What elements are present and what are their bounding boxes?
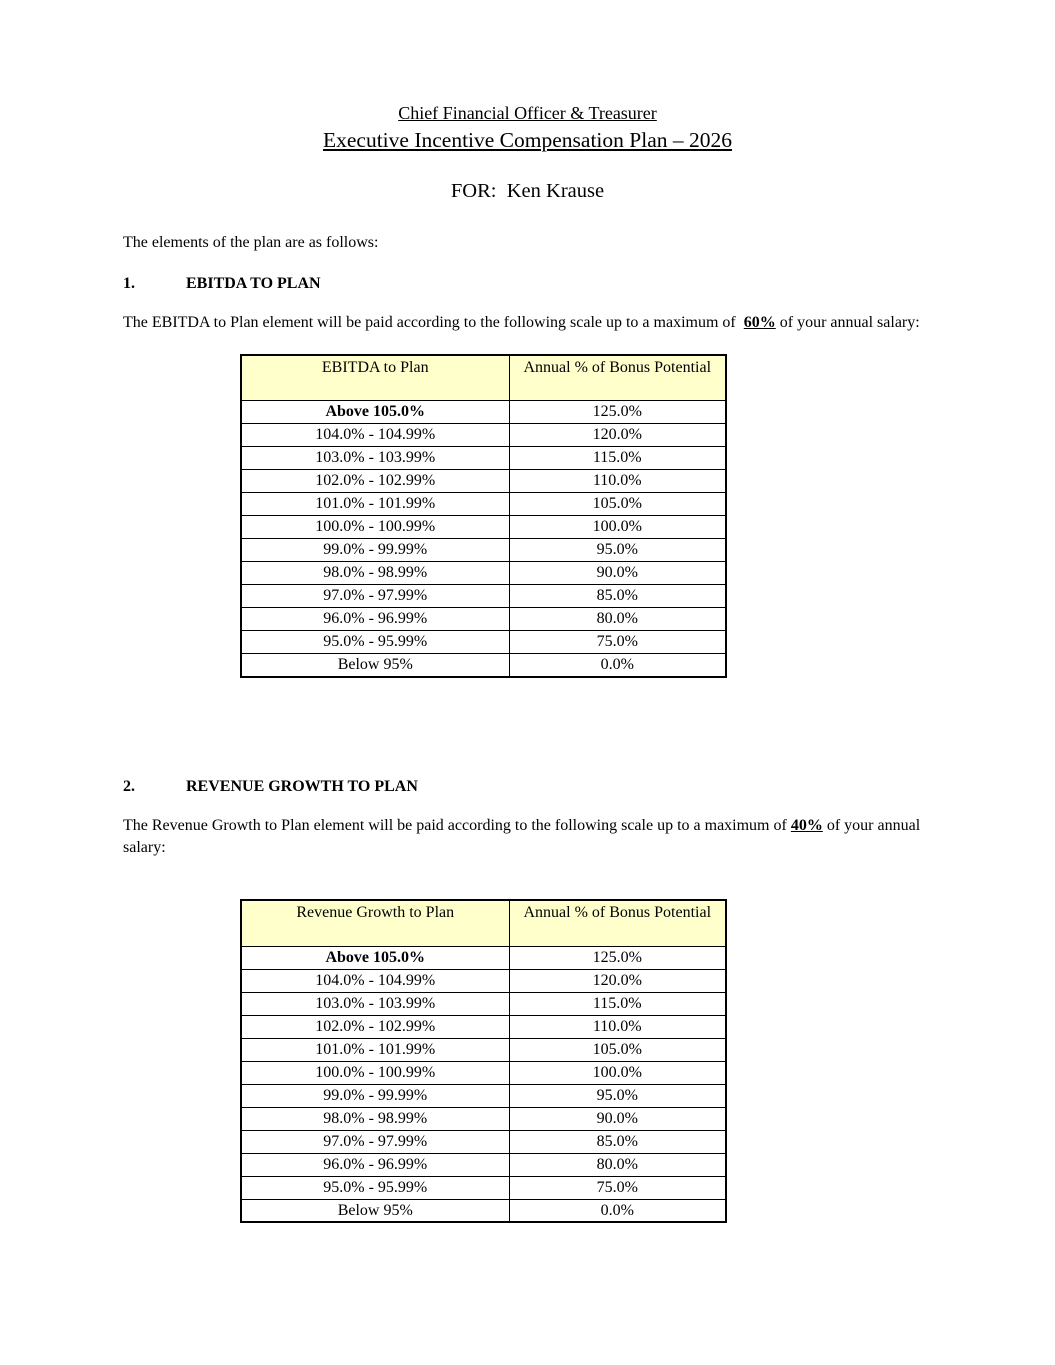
section-1-title: EBITDA TO PLAN — [186, 275, 321, 293]
recipient-line: FOR: Ken Krause — [450, 180, 605, 203]
table-cell-range: 102.0% - 102.99% — [241, 470, 509, 493]
table-header-row — [241, 900, 726, 946]
section-2-max-percent: 40% — [790, 816, 823, 834]
section-1-para-pre: The EBITDA to Plan element will be paid according to the following scale up to a maximum of — [123, 314, 744, 332]
table-row — [241, 1176, 726, 1199]
table-row — [241, 562, 726, 585]
table-cell-range: 99.0% - 99.99% — [241, 1084, 509, 1107]
table-cell-bonus: 85.0% — [509, 585, 726, 608]
table-cell-bonus: 95.0% — [509, 1084, 726, 1107]
table-cell-bonus: 120.0% — [509, 424, 726, 447]
document-title-role: Chief Financial Officer & Treasurer — [398, 103, 657, 123]
table-cell-range: 100.0% - 100.99% — [241, 1061, 509, 1084]
table-cell-range: 95.0% - 95.99% — [241, 1176, 509, 1199]
table-row — [241, 1061, 726, 1084]
table-row — [241, 493, 726, 516]
title-block — [0, 0, 1055, 155]
table-row — [241, 539, 726, 562]
table-cell-bonus: 110.0% — [509, 1015, 726, 1038]
table-cell-range: Above 105.0% — [241, 946, 509, 969]
table-row — [241, 608, 726, 631]
table-cell-bonus: 115.0% — [509, 992, 726, 1015]
table-cell-bonus: 0.0% — [509, 654, 726, 677]
table-cell-bonus: 120.0% — [509, 969, 726, 992]
document-title-plan: Executive Incentive Compensation Plan – 2026 — [322, 128, 732, 153]
ebitda-table-header — [241, 355, 726, 401]
table-header-metric: EBITDA to Plan — [241, 355, 509, 401]
table-cell-bonus: 0.0% — [509, 1199, 726, 1222]
section-2-para-pre: The Revenue Growth to Plan element will be paid according to the following scale up to a maximum of — [123, 816, 791, 834]
table-cell-bonus: 75.0% — [509, 1176, 726, 1199]
table-row — [241, 447, 726, 470]
table-cell-bonus: 125.0% — [509, 946, 726, 969]
table-row — [241, 1107, 726, 1130]
table-row — [241, 1153, 726, 1176]
table-row — [241, 1130, 726, 1153]
table-cell-bonus: 100.0% — [509, 1061, 726, 1084]
table-cell-bonus: 105.0% — [509, 493, 726, 516]
table-cell-bonus: 125.0% — [509, 401, 726, 424]
table-row — [241, 992, 726, 1015]
table-row — [241, 516, 726, 539]
table-cell-range: 102.0% - 102.99% — [241, 1015, 509, 1038]
section-2-number: 2. — [123, 777, 135, 795]
table-row — [241, 969, 726, 992]
section-1-heading — [123, 275, 932, 293]
table-cell-range: 95.0% - 95.99% — [241, 631, 509, 654]
section-2-para-post: of your annual salary: — [123, 816, 925, 856]
table-row — [241, 1038, 726, 1061]
table-cell-range: 96.0% - 96.99% — [241, 608, 509, 631]
table-header-row — [241, 355, 726, 401]
table-cell-range: Above 105.0% — [241, 401, 509, 424]
section-1-para-post: of your annual salary: — [775, 314, 920, 332]
section-2-title: REVENUE GROWTH TO PLAN — [186, 777, 418, 795]
table-cell-range: 103.0% - 103.99% — [241, 992, 509, 1015]
table-row — [241, 946, 726, 969]
section-2-heading — [123, 778, 932, 796]
table-header-bonus: Annual % of Bonus Potential — [509, 355, 726, 401]
section-1-paragraph — [123, 312, 934, 334]
table-row — [241, 631, 726, 654]
ebitda-table-body — [241, 401, 726, 677]
table-cell-range: Below 95% — [241, 1199, 509, 1222]
section-1-max-percent: 60% — [743, 314, 776, 332]
table-cell-range: 104.0% - 104.99% — [241, 424, 509, 447]
table-cell-range: 99.0% - 99.99% — [241, 539, 509, 562]
table-row — [241, 470, 726, 493]
table-header-bonus: Annual % of Bonus Potential — [509, 900, 726, 946]
table-cell-range: Below 95% — [241, 654, 509, 677]
table-cell-bonus: 80.0% — [509, 608, 726, 631]
intro-text: The elements of the plan are as follows: — [123, 234, 379, 252]
table-cell-bonus: 110.0% — [509, 470, 726, 493]
table-cell-bonus: 90.0% — [509, 1107, 726, 1130]
revenue-growth-table — [240, 899, 727, 1223]
table-cell-range: 101.0% - 101.99% — [241, 493, 509, 516]
table-row — [241, 1015, 726, 1038]
table-cell-range: 103.0% - 103.99% — [241, 447, 509, 470]
table-cell-range: 104.0% - 104.99% — [241, 969, 509, 992]
table-row — [241, 1084, 726, 1107]
section-1-number: 1. — [123, 275, 135, 293]
table-row — [241, 424, 726, 447]
table-row — [241, 401, 726, 424]
table-cell-range: 98.0% - 98.99% — [241, 1107, 509, 1130]
table-cell-range: 97.0% - 97.99% — [241, 585, 509, 608]
table-cell-range: 97.0% - 97.99% — [241, 1130, 509, 1153]
table-cell-bonus: 75.0% — [509, 631, 726, 654]
section-2-paragraph — [123, 815, 934, 860]
table-cell-bonus: 100.0% — [509, 516, 726, 539]
table-cell-bonus: 115.0% — [509, 447, 726, 470]
table-cell-bonus: 80.0% — [509, 1153, 726, 1176]
table-cell-range: 100.0% - 100.99% — [241, 516, 509, 539]
table-cell-bonus: 105.0% — [509, 1038, 726, 1061]
table-cell-range: 96.0% - 96.99% — [241, 1153, 509, 1176]
table-cell-range: 98.0% - 98.99% — [241, 562, 509, 585]
table-cell-bonus: 95.0% — [509, 539, 726, 562]
revenue-table-header — [241, 900, 726, 946]
table-header-metric: Revenue Growth to Plan — [241, 900, 509, 946]
table-row — [241, 585, 726, 608]
revenue-table-body — [241, 946, 726, 1222]
table-cell-bonus: 85.0% — [509, 1130, 726, 1153]
table-cell-range: 101.0% - 101.99% — [241, 1038, 509, 1061]
table-row — [241, 654, 726, 677]
ebitda-table — [240, 354, 727, 678]
table-cell-bonus: 90.0% — [509, 562, 726, 585]
table-row — [241, 1199, 726, 1222]
